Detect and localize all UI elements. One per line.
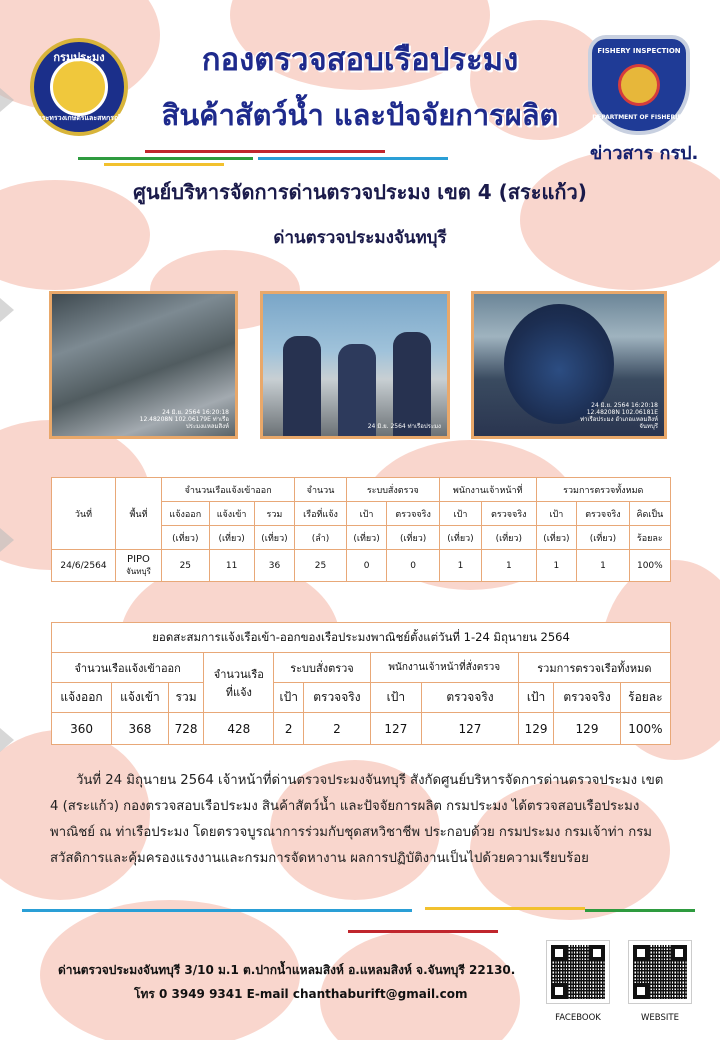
website-qr-code[interactable] bbox=[629, 941, 691, 1003]
sub-actual: ตรวจจริง bbox=[387, 502, 440, 526]
cell-in: 368 bbox=[112, 713, 169, 745]
center-title: ศูนย์บริหารจัดการด่านตรวจประมง เขต 4 (สระแก้ว) bbox=[133, 180, 587, 204]
divider-line bbox=[104, 163, 224, 166]
sub-actual: ตรวจจริง bbox=[577, 502, 630, 526]
cell-in: 11 bbox=[209, 550, 254, 582]
qr-corner bbox=[551, 945, 567, 961]
logo-right-top-text: FISHERY INSPECTION bbox=[597, 47, 681, 55]
group-report: จำนวนเรือแจ้งเข้าออก bbox=[52, 653, 204, 683]
bg-blob bbox=[520, 150, 720, 290]
cell-total-target: 1 bbox=[536, 550, 577, 582]
sub-in: แจ้งเข้า bbox=[112, 683, 169, 713]
department-of-fisheries-logo bbox=[30, 38, 128, 136]
cell-staff-actual: 1 bbox=[482, 550, 537, 582]
cumulative-report-table bbox=[51, 622, 671, 745]
cell-sys-actual: 2 bbox=[304, 713, 370, 745]
cell-sum: 728 bbox=[168, 713, 203, 745]
unit-trip: (เที่ยว) bbox=[254, 526, 295, 550]
header-title-line2: สินค้าสัตว์น้ำ และปัจจัยการผลิต bbox=[161, 98, 559, 132]
cell-total-actual: 1 bbox=[577, 550, 630, 582]
table-caption: ยอดสะสมการแจ้งเรือเข้า-ออกของเรือประมงพาณิชย์ตั้งแต่วันที่ 1-24 มิถุนายน 2564 bbox=[52, 623, 671, 653]
cell-total-target: 129 bbox=[518, 713, 553, 745]
group-total: รวมการตรวจเรือทั้งหมด bbox=[518, 653, 670, 683]
area-code: PIPO bbox=[127, 553, 150, 565]
unit-trip: (เที่ยว) bbox=[162, 526, 210, 550]
table-row bbox=[52, 550, 671, 582]
sub-sum: รวม bbox=[168, 683, 203, 713]
unit-trip: (เที่ยว) bbox=[577, 526, 630, 550]
photo-timestamp: 24 มิ.ย. 2564 16:20:18 12.48208N 102.06181E ท่าเรือประมง อำเภอแหลมสิงห์ จันทบุรี bbox=[580, 402, 658, 430]
divider-line bbox=[22, 909, 412, 912]
photo-fishing-traps bbox=[49, 291, 238, 439]
officer-figure bbox=[283, 336, 321, 436]
qr-corner bbox=[633, 983, 649, 999]
photo-timestamp: 24 มิ.ย. 2564 16:20:18 12.48208N 102.06179E ท่าเรือประมงแหลมสิงห์ bbox=[139, 409, 229, 430]
cell-ships: 25 bbox=[295, 550, 346, 582]
group-total: รวมการตรวจทั้งหมด bbox=[536, 478, 670, 502]
unit-trip: (เที่ยว) bbox=[387, 526, 440, 550]
sub-target: เป้า bbox=[370, 683, 422, 713]
qr-corner bbox=[633, 945, 649, 961]
sub-actual: ตรวจจริง bbox=[422, 683, 519, 713]
sub-actual: ตรวจจริง bbox=[482, 502, 537, 526]
cell-area bbox=[116, 550, 162, 582]
unit-trip: (เที่ยว) bbox=[209, 526, 254, 550]
divider-line bbox=[78, 157, 253, 160]
news-label: ข่าวสาร กรป. bbox=[590, 143, 699, 164]
sub-actual: ตรวจจริง bbox=[554, 683, 620, 713]
sub-percent: ร้อยละ bbox=[620, 683, 670, 713]
cell-sys-target: 0 bbox=[346, 550, 387, 582]
footer-address: ด่านตรวจประมงจันทบุรี 3/10 ม.1 ต.ปากน้ำแหลมสิงห์ อ.แหลมสิงห์ จ.จันทบุรี 22130. bbox=[58, 963, 516, 977]
sub-actual: ตรวจจริง bbox=[304, 683, 370, 713]
side-arrow-icon bbox=[0, 88, 14, 112]
logo-left-top-text: กรมประมง bbox=[53, 51, 105, 64]
sub-target: เป้า bbox=[518, 683, 553, 713]
group-system: ระบบสั่งตรวจ bbox=[346, 478, 439, 502]
group-count bbox=[204, 653, 274, 713]
divider-line bbox=[258, 157, 448, 160]
cell-staff-target: 127 bbox=[370, 713, 422, 745]
sub-target: เป้า bbox=[274, 683, 304, 713]
sub-sum: รวม bbox=[254, 502, 295, 526]
divider-line bbox=[425, 907, 585, 910]
sub-in: แจ้งเข้า bbox=[209, 502, 254, 526]
officer-figure bbox=[393, 332, 431, 436]
station-title: ด่านตรวจประมงจันทบุรี bbox=[273, 228, 447, 248]
side-arrow-icon bbox=[0, 728, 14, 752]
group-staff: พนักงานเจ้าหน้าที่ bbox=[439, 478, 536, 502]
cell-out: 25 bbox=[162, 550, 210, 582]
divider-line bbox=[145, 150, 385, 153]
photo-officers-inspection bbox=[260, 291, 450, 439]
sub-target: เป้า bbox=[536, 502, 577, 526]
col-area: พื้นที่ bbox=[116, 478, 162, 550]
fishery-inspection-logo bbox=[588, 35, 690, 135]
col-date: วันที่ bbox=[52, 478, 116, 550]
qr-corner bbox=[551, 983, 567, 999]
sub-ships: เรือที่แจ้ง bbox=[295, 502, 346, 526]
logo-left-bottom-text: กระทรวงเกษตรและสหกรณ์ bbox=[37, 114, 121, 122]
photo-fishing-net-bag bbox=[471, 291, 667, 439]
divider-line bbox=[348, 930, 498, 933]
sub-target: เป้า bbox=[346, 502, 387, 526]
website-qr-label: WEBSITE bbox=[641, 1013, 679, 1023]
unit-trip: (เที่ยว) bbox=[346, 526, 387, 550]
cell-sys-actual: 0 bbox=[387, 550, 440, 582]
cell-percent: 100% bbox=[629, 550, 670, 582]
unit-trip: (เที่ยว) bbox=[536, 526, 577, 550]
unit-trip: (เที่ยว) bbox=[439, 526, 481, 550]
footer-contact: โทร 0 3949 9341 E-mail chanthaburift@gmail.com bbox=[134, 987, 468, 1001]
cell-out: 360 bbox=[52, 713, 112, 745]
header-title-line1: กองตรวจสอบเรือประมง bbox=[201, 42, 519, 78]
daily-report-table bbox=[51, 477, 671, 582]
group-count-line1: จำนวนเรือ bbox=[213, 667, 264, 681]
cell-total-actual: 129 bbox=[554, 713, 620, 745]
side-arrow-icon bbox=[0, 528, 14, 552]
group-count: จำนวน bbox=[295, 478, 346, 502]
cell-date: 24/6/2564 bbox=[52, 550, 116, 582]
area-name: จันทบุรี bbox=[126, 566, 151, 576]
sub-percent-label: คิดเป็น bbox=[629, 502, 670, 526]
side-arrow-icon bbox=[0, 298, 14, 322]
unit-percent: ร้อยละ bbox=[629, 526, 670, 550]
cell-sum: 36 bbox=[254, 550, 295, 582]
cell-ships: 428 bbox=[204, 713, 274, 745]
report-paragraph: วันที่ 24 มิถุนายน 2564 เจ้าหน้าที่ด่านตรวจประมงจันทบุรี สังกัดศูนย์บริหารจัดการด่านตรวจประมง เขต 4 (สระแก้ว) กองตรวจสอบเรือประมง สินค้าสัตว์น้ำ และปัจจัยการผลิต กรมประมง ได้ตรวจสอบเรือประมงพาณิชย์ ณ ท่าเรือประมง โดยตรวจบูรณาการร่วมกับชุดสหวิชาชีพ ประกอบด้วย กรมประมง กรมเจ้าท่า กรมสวัสดิการและคุ้มครองแรงงานและกรมการจัดหางาน ผลการปฏิบัติงานเป็นไปด้วยความเรียบร้อย bbox=[50, 773, 664, 866]
table-row bbox=[52, 713, 671, 745]
facebook-qr-label: FACEBOOK bbox=[555, 1013, 601, 1023]
inspection-emblem-icon bbox=[618, 64, 660, 106]
group-system: ระบบสั่งตรวจ bbox=[274, 653, 370, 683]
cell-percent: 100% bbox=[620, 713, 670, 745]
cell-staff-actual: 127 bbox=[422, 713, 519, 745]
photo-timestamp: 24 มิ.ย. 2564 ท่าเรือประมง bbox=[367, 423, 441, 430]
group-report: จำนวนเรือแจ้งเข้าออก bbox=[162, 478, 295, 502]
qr-corner bbox=[589, 945, 605, 961]
sub-target: เป้า bbox=[439, 502, 481, 526]
divider-line bbox=[585, 909, 695, 912]
sub-out: แจ้งออก bbox=[52, 683, 112, 713]
emblem-icon bbox=[50, 58, 108, 116]
cell-sys-target: 2 bbox=[274, 713, 304, 745]
logo-right-bottom-text: DEPARTMENT OF FISHERIES bbox=[592, 114, 686, 121]
cell-staff-target: 1 bbox=[439, 550, 481, 582]
sub-out: แจ้งออก bbox=[162, 502, 210, 526]
qr-corner bbox=[671, 945, 687, 961]
unit-ship: (ลำ) bbox=[295, 526, 346, 550]
group-count-line2: ที่แจ้ง bbox=[225, 685, 252, 699]
group-staff: พนักงานเจ้าหน้าที่สั่งตรวจ bbox=[370, 653, 518, 683]
facebook-qr-code[interactable] bbox=[547, 941, 609, 1003]
unit-trip: (เที่ยว) bbox=[482, 526, 537, 550]
